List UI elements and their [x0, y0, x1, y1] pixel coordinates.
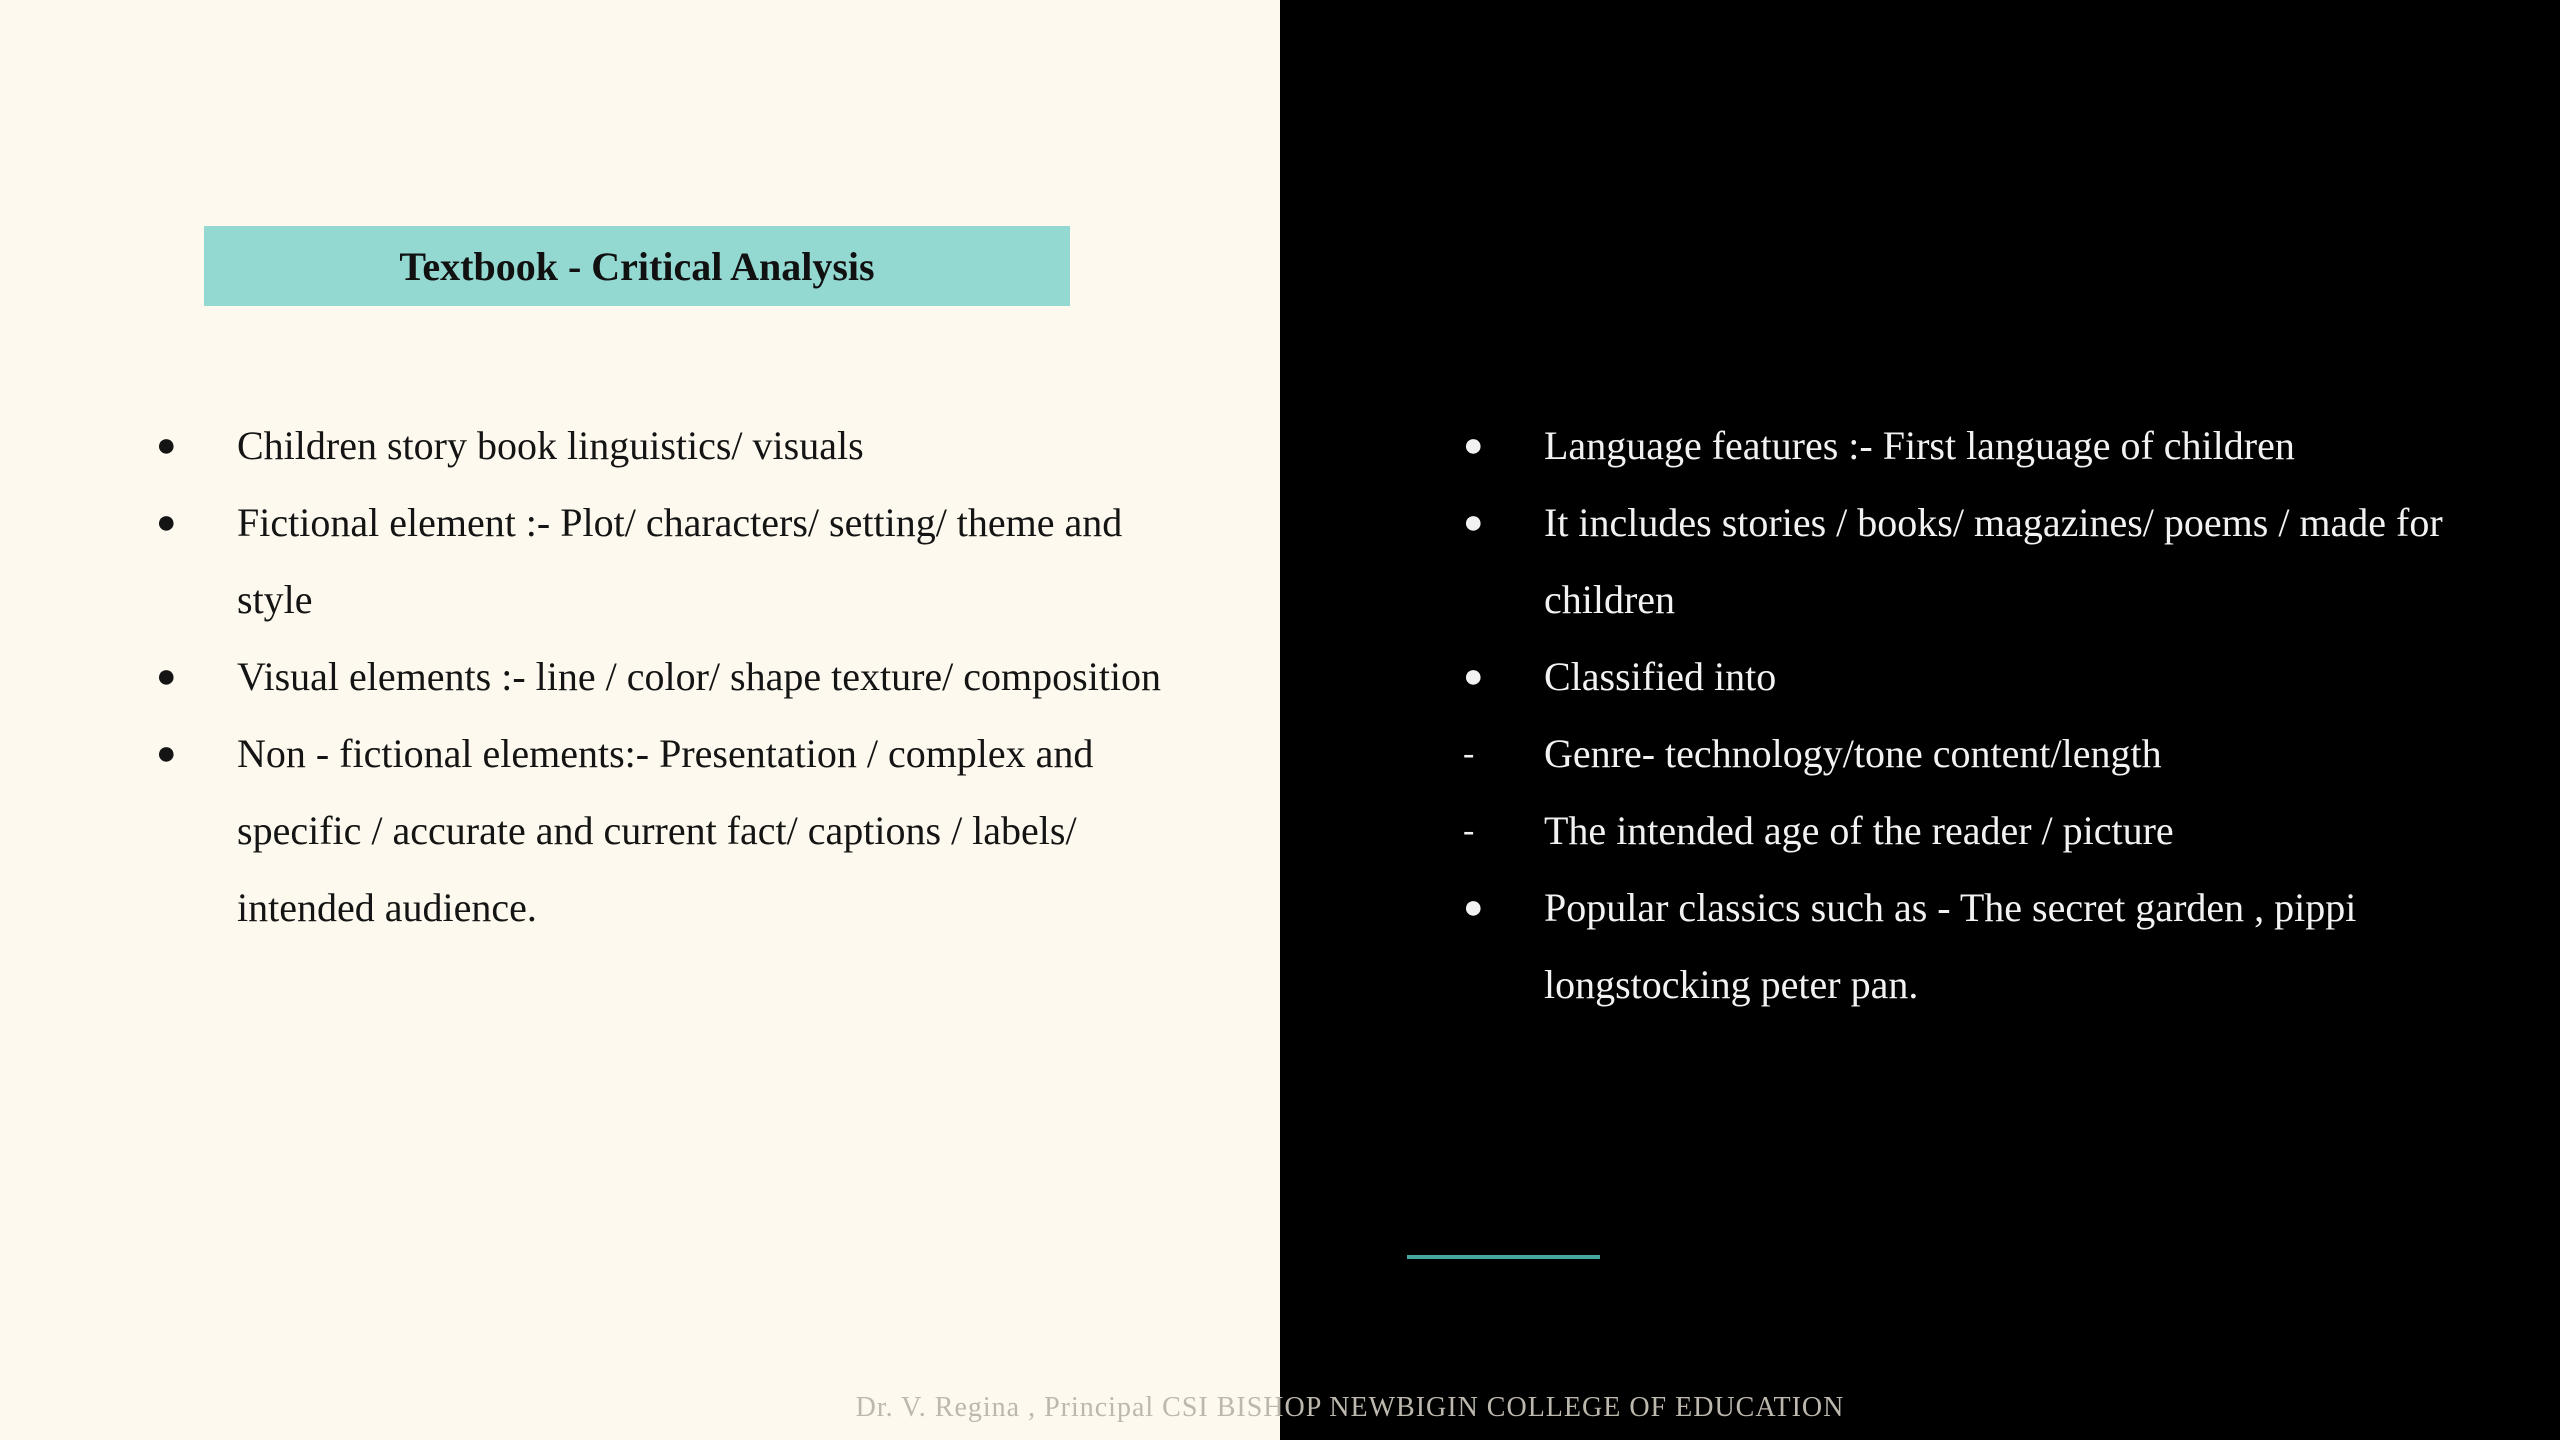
list-item-text: Non - fictional elements:- Presentation / complex and specific / accurate and current fact/ captions / labels/ intended audience.: [237, 731, 1094, 930]
bullet-marker: ●: [1463, 504, 1484, 541]
list-item-text: Visual elements :- line / color/ shape texture/ composition: [237, 654, 1162, 699]
list-item-text: It includes stories / books/ magazines/ poems / made for children: [1544, 500, 2443, 622]
bullet-marker: ●: [1463, 658, 1484, 695]
bullet-marker: ●: [1463, 889, 1484, 926]
bullet-marker: ●: [156, 427, 177, 464]
right-bullet-list: [1463, 407, 2483, 1023]
list-item: [1463, 869, 2483, 1023]
accent-divider: [1407, 1255, 1600, 1259]
list-item: [1463, 638, 2483, 715]
title-box: [204, 226, 1070, 306]
list-item: [156, 407, 1186, 484]
dash-marker: -: [1463, 812, 1475, 849]
footer-watermark: Dr. V. Regina , Principal CSI BISHOP NEWBIGIN COLLEGE OF EDUCATION: [855, 1392, 1845, 1423]
bullet-marker: ●: [156, 735, 177, 772]
list-item-text: Popular classics such as - The secret garden , pippi longstocking peter pan.: [1544, 885, 2357, 1007]
list-item: [156, 484, 1186, 638]
list-item-text: Fictional element :- Plot/ characters/ setting/ theme and style: [237, 500, 1123, 622]
dash-marker: -: [1463, 735, 1475, 772]
list-item-text: Children story book linguistics/ visuals: [237, 423, 864, 468]
list-item: [1463, 792, 2483, 869]
list-item: [156, 638, 1186, 715]
list-item: [1463, 484, 2483, 638]
left-bullet-list: [156, 407, 1186, 946]
bullet-marker: ●: [156, 504, 177, 541]
list-item-text: Genre- technology/tone content/length: [1544, 731, 2162, 776]
list-item: [156, 715, 1186, 946]
list-item-text: Classified into: [1544, 654, 1777, 699]
bullet-marker: ●: [156, 658, 177, 695]
list-item: [1463, 407, 2483, 484]
list-item: [1463, 715, 2483, 792]
list-item-text: The intended age of the reader / picture: [1544, 808, 2174, 853]
bullet-marker: ●: [1463, 427, 1484, 464]
slide-title: Textbook - Critical Analysis: [399, 243, 875, 289]
list-item-text: Language features :- First language of children: [1544, 423, 2295, 468]
